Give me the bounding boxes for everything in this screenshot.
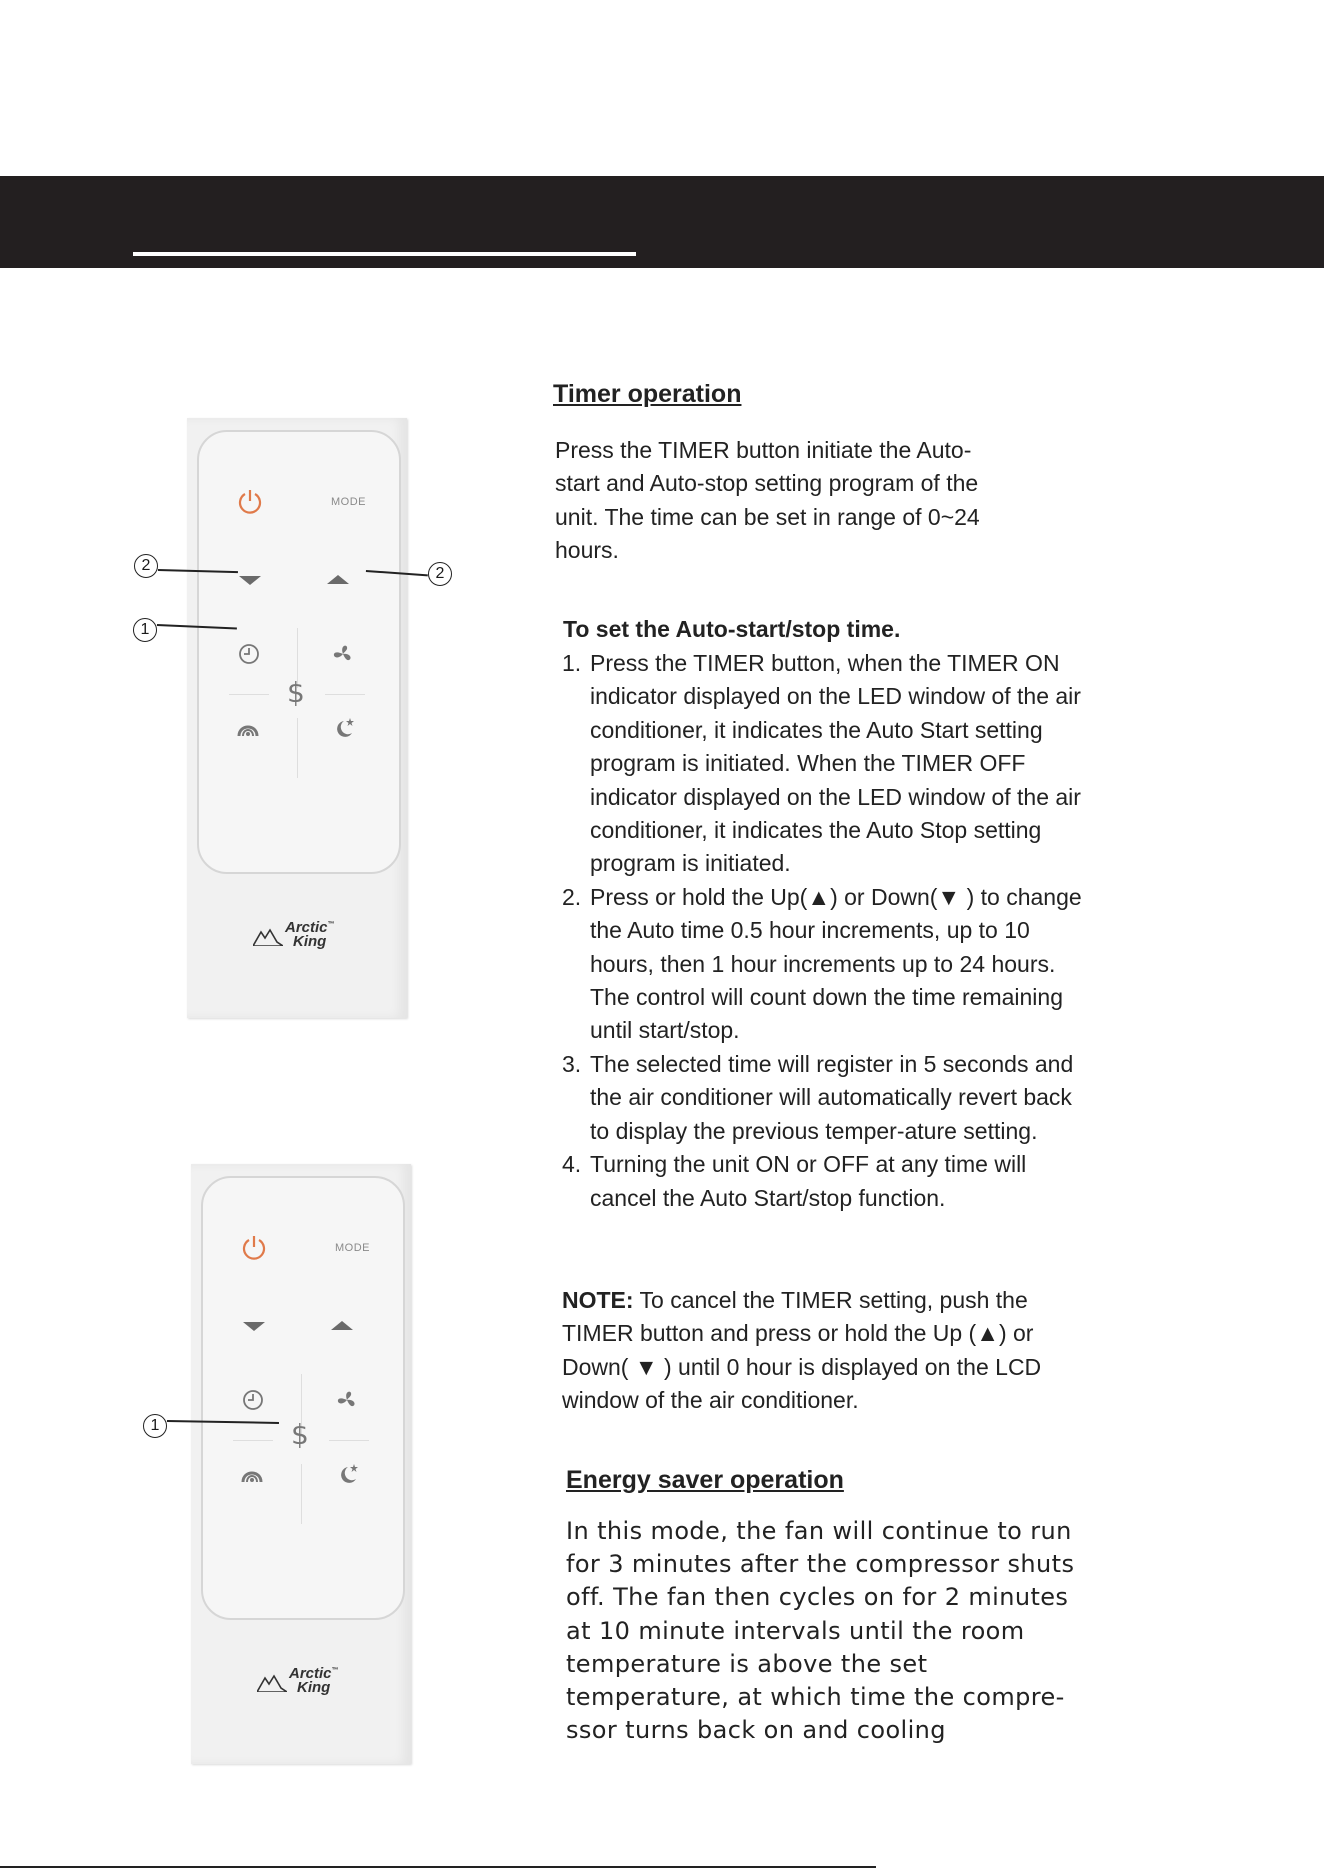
- brand-logo: Arctic™ King: [253, 918, 343, 950]
- timer-note: NOTE: To cancel the TIMER setting, push the TIMER button and press or hold the Up (▲) or Down( ▼ ) until 0 hour is displayed on the LCD window of the air conditioner.: [562, 1287, 1042, 1414]
- callout-energy: 1: [143, 1414, 167, 1438]
- timer-clock-icon: [237, 642, 261, 671]
- list-item: 2. Press or hold the Up(▲) or Down(▼ ) to change the Auto time 0.5 hour increments, up to 10 hours, then 1 hour increments up to 24 hours. The control will count down the time remaining until start/stop.: [562, 883, 1082, 1044]
- fan-icon: [335, 1388, 359, 1417]
- callout-arrow-up: 2: [428, 562, 452, 586]
- down-arrow-icon: [239, 576, 261, 585]
- timer-clock-icon: [241, 1388, 265, 1417]
- up-arrow-icon: [327, 575, 349, 584]
- energy-heading: Energy saver operation: [566, 1466, 844, 1494]
- fan-icon: [331, 642, 355, 671]
- mode-label: MODE: [335, 1242, 370, 1254]
- divider: [229, 694, 269, 695]
- remote-control-energy: [191, 1164, 411, 1764]
- energy-description: In this mode, the fan will continue to run for 3 minutes after the compressor shuts off. The fan then cycles on for 2 minutes at 10 minute intervals until the room temperature is above the set temperature, at which time the compre-ssor turns back on and cooling: [566, 1517, 1075, 1745]
- callout-timer: 1: [133, 618, 157, 642]
- sleep-mode-icon: [333, 716, 357, 745]
- timer-intro: Press the TIMER button initiate the Auto-start and Auto-stop setting program of the unit. The time can be set in range of 0~24 hours.: [555, 437, 980, 564]
- divider: [233, 1440, 273, 1441]
- footer-rule: [0, 1866, 876, 1868]
- up-arrow-icon: [331, 1321, 353, 1330]
- energy-saver-icon: $: [287, 676, 305, 709]
- remote-control-timer: [187, 418, 407, 1018]
- header-rule: [133, 252, 636, 256]
- divider: [301, 1464, 302, 1524]
- power-icon: [237, 488, 263, 516]
- dehumidify-icon: [239, 1462, 265, 1491]
- remote-button-panel: [201, 1176, 405, 1620]
- divider: [325, 694, 365, 695]
- list-item: 3. The selected time will register in 5 seconds and the air conditioner will automatically revert back to display the previous temper-ature setting.: [562, 1050, 1074, 1144]
- divider: [297, 718, 298, 778]
- dehumidify-icon: [235, 716, 261, 745]
- mode-label: MODE: [331, 496, 366, 508]
- list-item: 1. Press the TIMER button, when the TIMER ON indicator displayed on the LED window of the air conditioner, it indicates the Auto Start setting program is initiated. When the TIMER OFF indicator displayed on the LED window of the air conditioner, it indicates the Auto Stop setting program is initiated.: [562, 650, 1081, 877]
- divider: [329, 1440, 369, 1441]
- down-arrow-icon: [243, 1322, 265, 1331]
- timer-heading: Timer operation: [553, 380, 742, 408]
- power-icon: [241, 1234, 267, 1262]
- list-item: 4. Turning the unit ON or OFF at any time will cancel the Auto Start/stop function.: [562, 1151, 1027, 1211]
- energy-saver-icon: $: [291, 1418, 309, 1451]
- timer-subheading: To set the Auto-start/stop time.: [563, 616, 901, 642]
- sleep-mode-icon: [337, 1462, 361, 1491]
- timer-steps: [562, 647, 1082, 1215]
- brand-logo: Arctic™ King: [257, 1664, 347, 1696]
- remote-button-panel: [197, 430, 401, 874]
- callout-arrow-down: 2: [134, 554, 158, 578]
